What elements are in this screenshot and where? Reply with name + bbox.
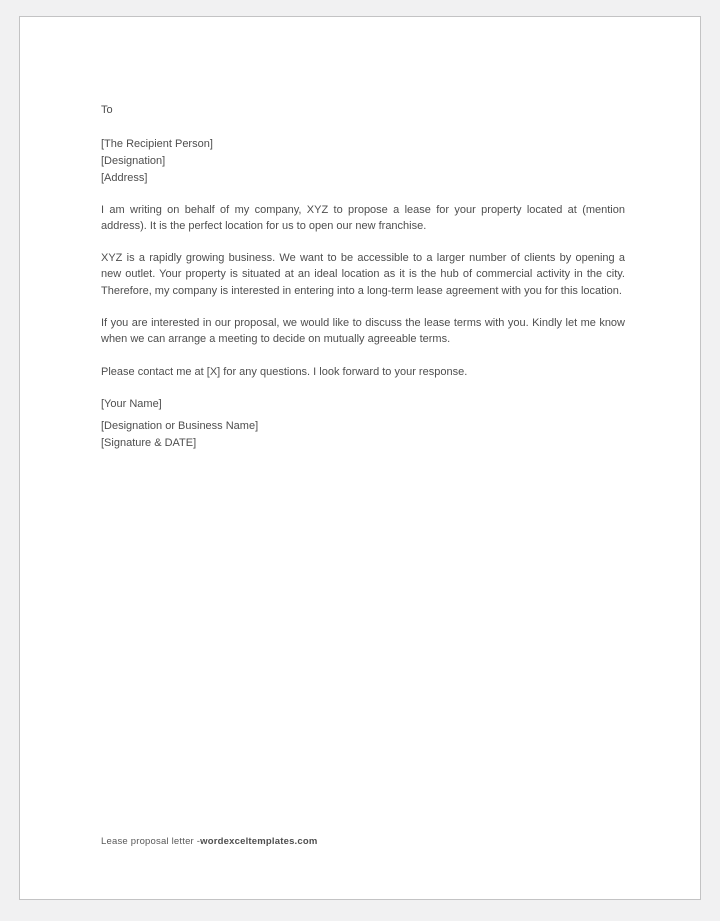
- sender-name-placeholder: [Your Name]: [101, 397, 162, 410]
- salutation: To: [101, 104, 113, 116]
- footer-site-name: wordexceltemplates.com: [200, 836, 318, 847]
- paragraph-proposal-discussion: If you are interested in our proposal, we would like to discuss the lease terms with you. Kindly let me know when we can arrange a meeting to decide on mutually agreeable terms.: [101, 316, 625, 346]
- recipient-address-placeholder: [Address]: [101, 171, 148, 184]
- footer-label: Lease proposal letter -: [101, 836, 201, 847]
- paragraph-intro: I am writing on behalf of my company, XYZ to propose a lease for your property located at (mention address). It is the perfect location for us to open our new franchise.: [101, 203, 625, 232]
- paragraph-contact: Please contact me at [X] for any questions. I look forward to your response.: [101, 365, 468, 378]
- document-footer: [101, 836, 318, 847]
- document-page: [19, 16, 701, 900]
- recipient-block: [101, 136, 625, 187]
- sender-signature-date-placeholder: [Signature & DATE]: [101, 436, 197, 449]
- signature-block: [101, 396, 625, 452]
- recipient-designation-placeholder: [Designation]: [101, 154, 166, 167]
- paragraph-business-details: XYZ is a rapidly growing business. We want to be accessible to a larger number of clients by opening a new outlet. Your property is situated at an ideal location as it is the hub of commercial activity in the city. Therefore, my company is interested in entering into a long-term lease agreement with you for this location.: [101, 252, 625, 297]
- letter-body: [101, 102, 625, 452]
- sender-designation-placeholder: [Designation or Business Name]: [101, 419, 259, 432]
- recipient-name-placeholder: [The Recipient Person]: [101, 137, 213, 150]
